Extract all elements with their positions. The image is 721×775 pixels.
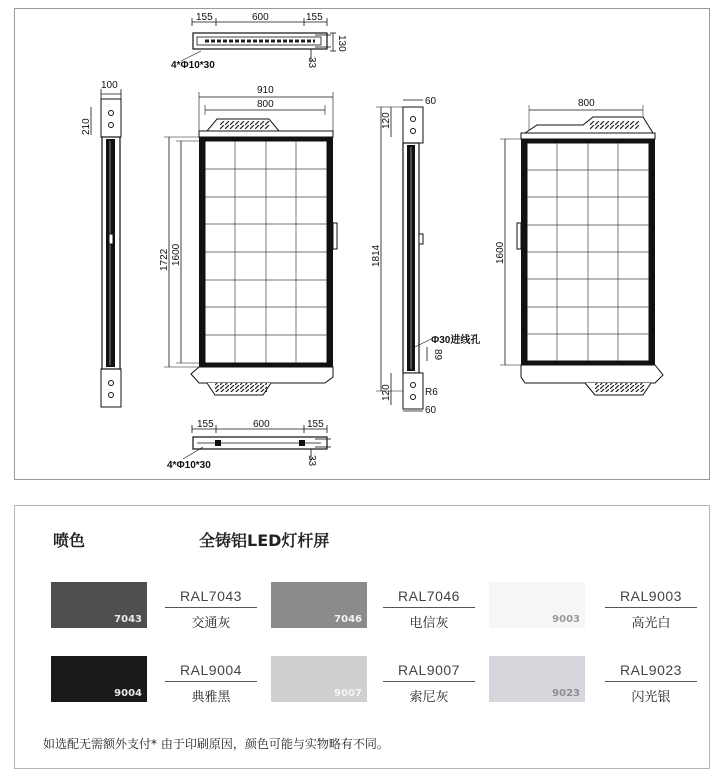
ral-code: RAL9023 (605, 662, 697, 682)
top-dim-3: 155 (306, 12, 323, 23)
color-name: 典雅黑 (191, 690, 231, 705)
swatch-code: 9004 (114, 688, 142, 699)
swatch-7046[interactable] (271, 582, 367, 628)
color-name: 电信灰 (409, 616, 449, 631)
top-dim-1: 155 (196, 12, 213, 23)
front-total-height: 1722 (159, 248, 170, 271)
top-offset: 33 (306, 57, 317, 69)
swatch-9003[interactable] (489, 582, 585, 628)
swatch-code: 9003 (552, 614, 580, 625)
top-holes: 4*Φ10*30 (171, 60, 215, 71)
back-width: 800 (578, 98, 595, 109)
left-side-view (81, 80, 121, 407)
color-name: 高光白 (631, 616, 671, 631)
bottom-offset: 33 (306, 455, 317, 467)
color-label-9007 (383, 662, 475, 705)
swatch-code: 7046 (334, 614, 362, 625)
swatch-code: 7043 (114, 614, 142, 625)
front-view (159, 85, 337, 395)
technical-drawing-panel (14, 8, 710, 480)
section-title-product: 全铸铝LED灯杆屏 (199, 531, 330, 550)
right-side-view (371, 96, 480, 416)
swatch-9004[interactable] (51, 656, 147, 702)
top-dim-2: 600 (252, 12, 269, 23)
swatch-code: 9023 (552, 688, 580, 699)
front-inner-height: 1600 (171, 243, 182, 266)
color-label-9004 (165, 662, 257, 705)
color-label-9023 (605, 662, 697, 705)
back-view (495, 98, 663, 395)
color-options-panel (14, 505, 710, 769)
top-height: 130 (336, 35, 347, 52)
color-label-7046 (383, 588, 475, 631)
color-name: 闪光银 (631, 690, 671, 705)
side-right-h89: 89 (432, 349, 443, 361)
ral-code: RAL9003 (605, 588, 697, 608)
swatch-7043[interactable] (51, 582, 147, 628)
ral-code: RAL7043 (165, 588, 257, 608)
swatch-9023[interactable] (489, 656, 585, 702)
color-name: 交通灰 (191, 616, 231, 631)
bottom-dim-3: 155 (307, 419, 324, 430)
side-right-total-height: 1814 (371, 244, 382, 267)
color-label-9003 (605, 588, 697, 631)
side-right-bottom-offset: 60 (425, 405, 437, 416)
front-inner-width: 800 (257, 99, 274, 110)
ral-code: RAL9004 (165, 662, 257, 682)
color-label-7043 (165, 588, 257, 631)
swatch-code: 9007 (334, 688, 362, 699)
top-view (171, 12, 347, 71)
side-right-top-h: 120 (381, 112, 392, 129)
bottom-view (167, 419, 331, 471)
front-outer-width: 910 (257, 85, 274, 96)
side-right-top-offset: 60 (425, 96, 437, 107)
bottom-dim-1: 155 (197, 419, 214, 430)
side-right-radius: R6 (425, 387, 438, 398)
swatch-9007[interactable] (271, 656, 367, 702)
ral-code: RAL9007 (383, 662, 475, 682)
technical-drawing (15, 9, 709, 479)
side-left-width: 100 (101, 80, 118, 91)
footnote: 如选配无需额外支付* 由于印刷原因，颜色可能与实物略有不同。 (43, 737, 389, 751)
bottom-holes: 4*Φ10*30 (167, 460, 211, 471)
side-right-hole-label: Φ30进线孔 (431, 335, 481, 346)
side-left-offset: 210 (81, 118, 92, 135)
section-title-paint: 喷色 (53, 531, 86, 550)
side-right-bottom-h: 120 (381, 384, 392, 401)
bottom-dim-2: 600 (253, 419, 270, 430)
back-height: 1600 (495, 241, 506, 264)
ral-code: RAL7046 (383, 588, 475, 608)
color-name: 索尼灰 (409, 690, 449, 705)
